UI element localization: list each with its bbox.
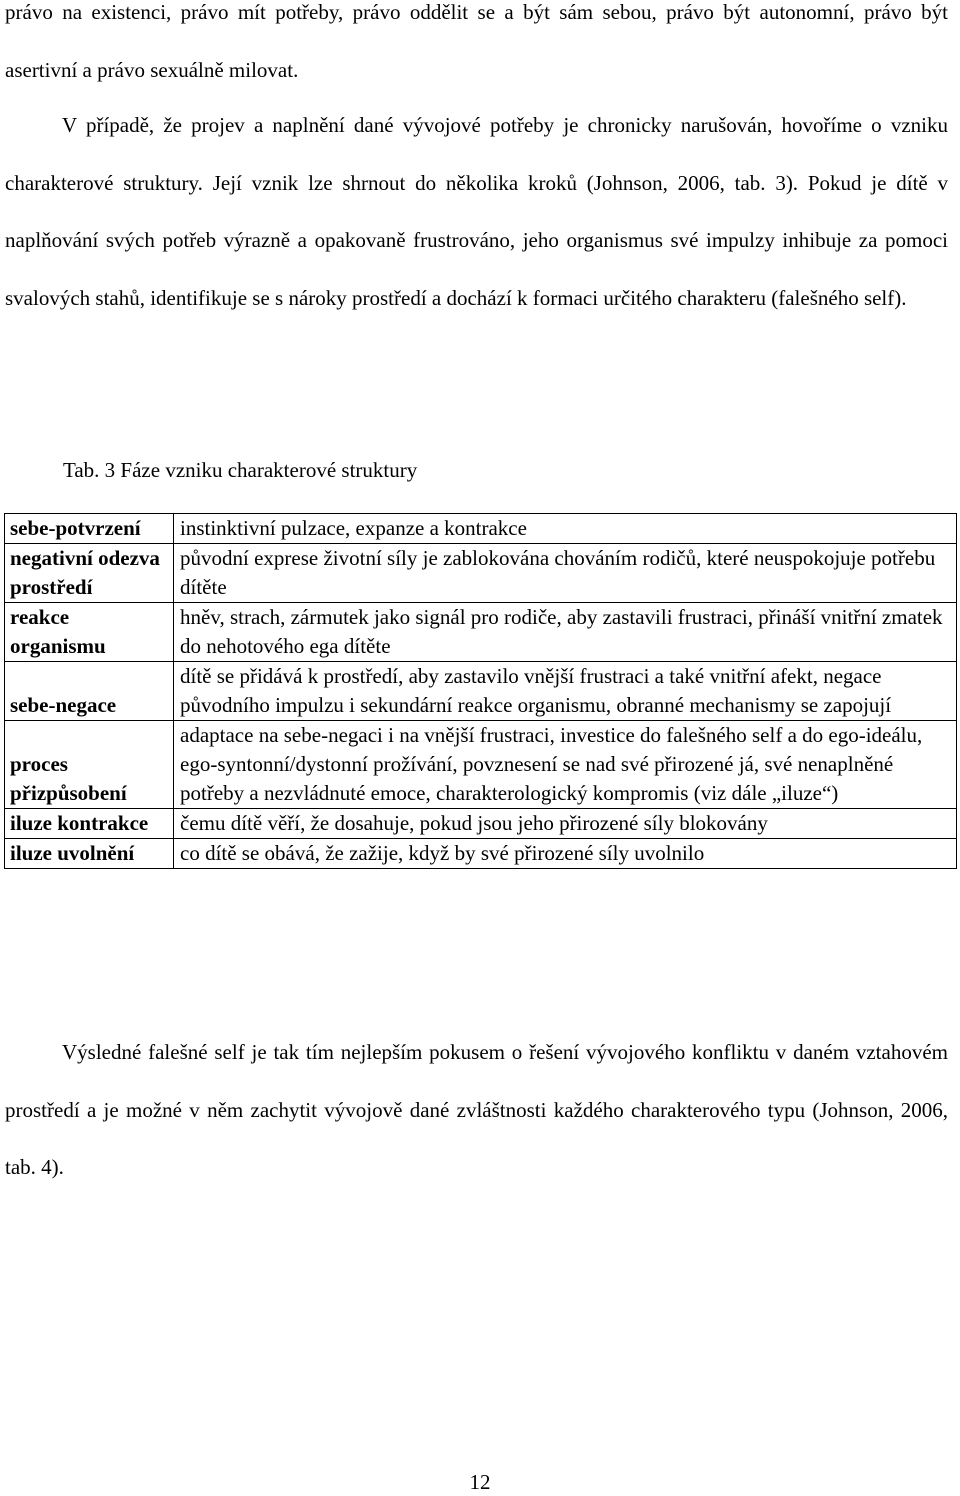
- phase-description: dítě se přidává k prostředí, aby zastavilo vnější frustraci a také vnitřní afekt, negace původního impulzu i sekundární reakce organismu, obranné mechanismy se zapojují: [174, 662, 957, 721]
- phase-description: čemu dítě věří, že dosahuje, pokud jsou jeho přirozené síly blokovány: [174, 809, 957, 839]
- table-row: [5, 514, 957, 544]
- phase-term: iluze kontrakce: [5, 809, 174, 839]
- table-caption: Tab. 3 Fáze vzniku charakterové struktury: [63, 458, 418, 482]
- phase-term: sebe-negace: [5, 662, 174, 721]
- phase-term: sebe-potvrzení: [5, 514, 174, 544]
- table-row: [5, 721, 957, 809]
- phase-description: co dítě se obává, že zažije, když by své přirozené síly uvolnilo: [174, 839, 957, 869]
- phase-description: instinktivní pulzace, expanze a kontrakce: [174, 514, 957, 544]
- phase-description: hněv, strach, zármutek jako signál pro rodiče, aby zastavili frustraci, přináší vnitřní zmatek do nehotového ega dítěte: [174, 603, 957, 662]
- table-row: [5, 662, 957, 721]
- table-row: [5, 809, 957, 839]
- phase-description: původní exprese životní síly je zablokována chováním rodičů, které neuspokojuje potřebu dítěte: [174, 544, 957, 603]
- phase-term: reakce organismu: [5, 603, 174, 662]
- table-row: [5, 603, 957, 662]
- phases-table: [4, 513, 957, 869]
- paragraph-charakterova-struktura: V případě, že projev a naplnění dané vývojové potřeby je chronicky narušován, hovoříme o vzniku charakterové struktury. Její vznik lze shrnout do několika kroků (Johnson, 2006, tab. 3). Pokud je dítě v naplňování svých potřeb výrazně a opakovaně frustrováno, jeho organismus své impulzy inhibuje za pomoci svalových stahů, identifikuje se s nároky prostředí a dochází k formaci určitého charakteru (falešného self).: [5, 113, 948, 310]
- paragraph-intro: právo na existenci, právo mít potřeby, právo oddělit se a být sám sebou, právo být autonomní, právo být asertivní a právo sexuálně milovat.: [5, 0, 948, 82]
- phase-term: iluze uvolnění: [5, 839, 174, 869]
- page-number: 12: [469, 1470, 491, 1494]
- phase-description: adaptace na sebe-negaci i na vnější frustraci, investice do falešného self a do ego-ideálu, ego-syntonní/dystonní prožívání, povznesení se nad své přirozené já, své nenaplněné potřeby a nezvládnuté emoce, charakterologický kompromis (viz dále „iluze“): [174, 721, 957, 809]
- paragraph-falesne-self: Výsledné falešné self je tak tím nejlepším pokusem o řešení vývojového konfliktu v daném vztahovém prostředí a je možné v něm zachytit vývojově dané zvláštnosti každého charakterového typu (Johnson, 2006, tab. 4).: [5, 1040, 948, 1179]
- table-row: [5, 839, 957, 869]
- table-row: [5, 544, 957, 603]
- phase-term: negativní odezva prostředí: [5, 544, 174, 603]
- phase-term: proces přizpůsobení: [5, 721, 174, 809]
